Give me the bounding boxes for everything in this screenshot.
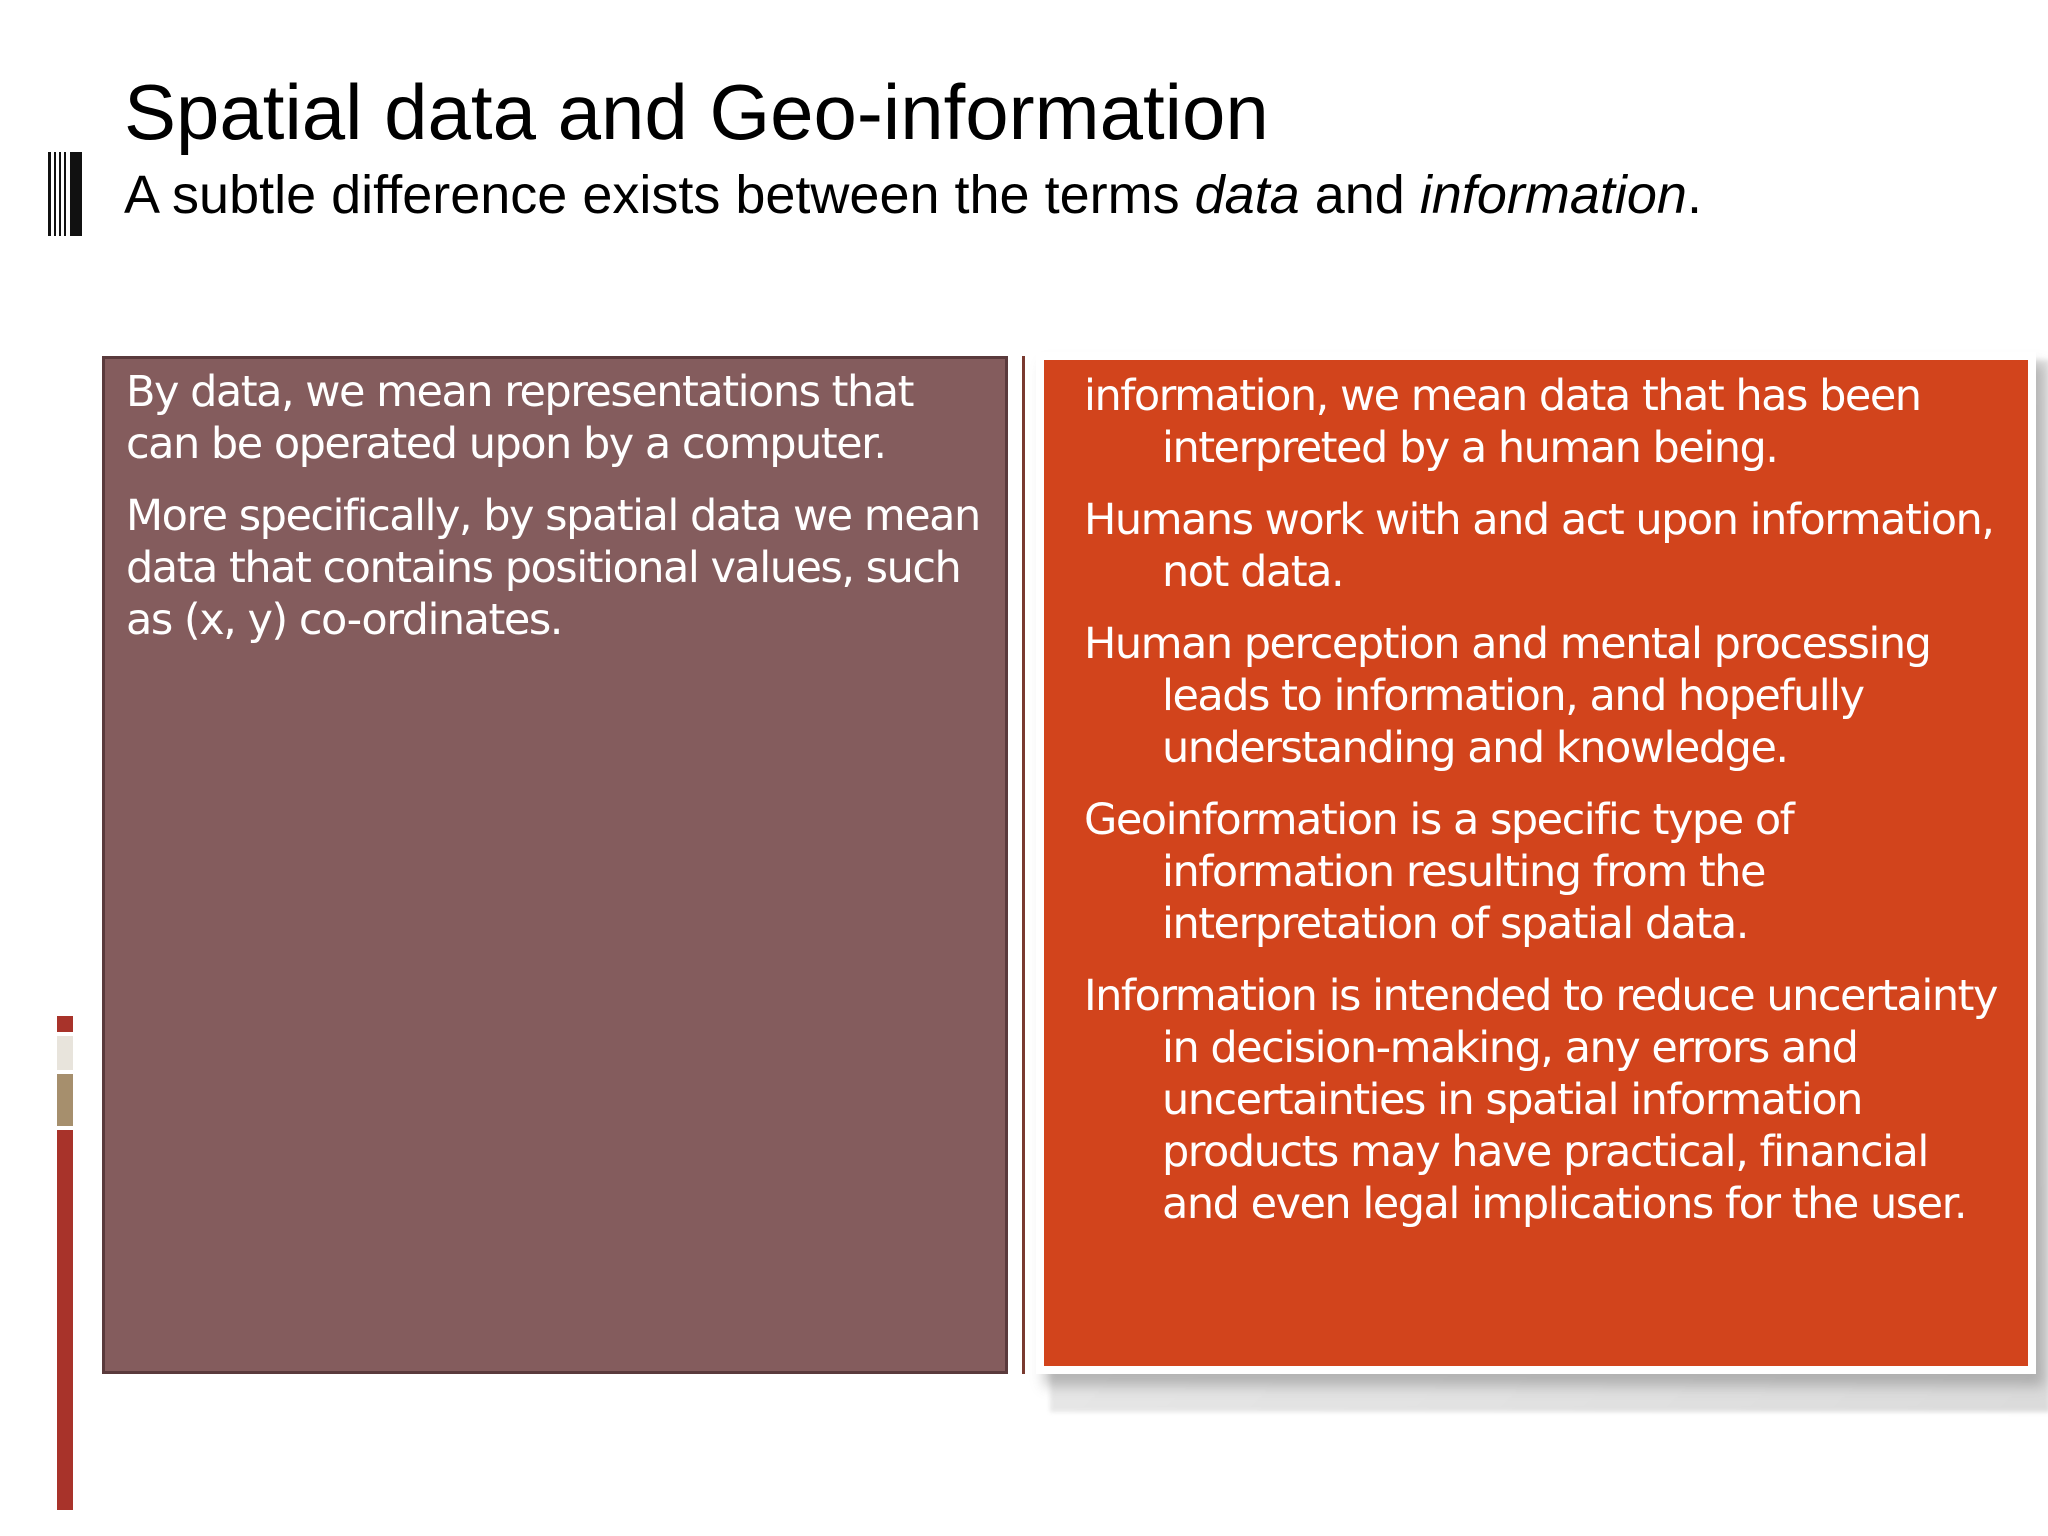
accent-bar-segment <box>57 1036 73 1070</box>
box-paragraph: Human perception and mental processing leads to information, and hopefully understanding and knowledge. <box>1084 619 1931 773</box>
subtitle-text: A subtle difference exists between the terms <box>124 165 1195 225</box>
subtitle-term-data: data <box>1194 165 1300 225</box>
slide-subtitle <box>124 160 1702 230</box>
title-ornament-lines <box>48 152 82 236</box>
accent-bar-segment <box>57 1016 73 1032</box>
box-paragraph: information, we mean data that has been interpreted by a human being. <box>1084 371 1921 473</box>
box-paragraph: By data, we mean representations that can be operated upon by a computer. <box>126 367 913 469</box>
box-paragraph: Humans work with and act upon information, not data. <box>1084 495 1994 597</box>
subtitle-term-information: information <box>1419 165 1687 225</box>
subtitle-text: . <box>1686 165 1702 225</box>
box-paragraph: More specifically, by spatial data we mean data that contains positional values, such as (x, y) co-ordinates. <box>126 491 980 645</box>
slide-title: Spatial data and Geo-information <box>124 68 1269 156</box>
accent-bar-segment <box>57 1130 73 1510</box>
data-definition-box <box>102 356 1008 1374</box>
column-divider <box>1022 356 1025 1374</box>
box-paragraph: Information is intended to reduce uncertainty in decision-making, any errors and uncertainties in spatial information products may have practical, financial and even legal implications for the user. <box>1084 971 1997 1229</box>
box-paragraph: Geoinformation is a specific type of information resulting from the interpretation of spatial data. <box>1084 795 1794 949</box>
subtitle-text: and <box>1299 165 1420 225</box>
information-definition-box <box>1036 352 2036 1374</box>
accent-bar-segment <box>57 1074 73 1126</box>
